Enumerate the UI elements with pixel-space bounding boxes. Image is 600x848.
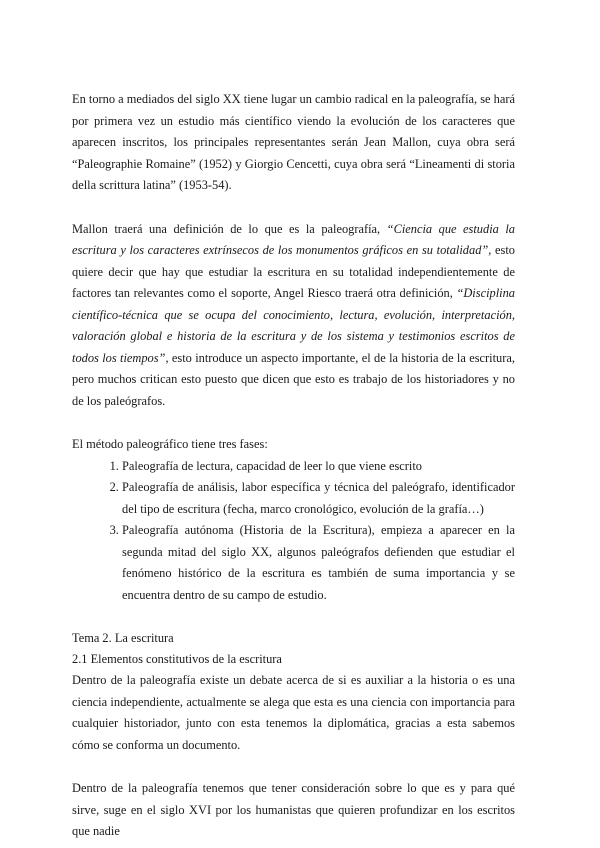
paragraph-definitions <box>72 219 515 413</box>
paragraph-consideration: Dentro de la paleografía tenemos que tener consideración sobre lo que es y para qué sirve, suge en el siglo XVI por los humanistas que quieren profundizar en los escritos que nadie <box>72 781 515 838</box>
method-intro: El método paleográfico tiene tres fases: <box>72 437 268 451</box>
riesco-quote: “Disciplina científico-técnica que se ocupa del conocimiento, lectura, evolución, interpretación, valoración global e historia de la escritura y de los sistema y testimonios escritos de todos los tiempos” <box>72 286 515 365</box>
spacer <box>72 412 515 434</box>
mallon-quote: “Ciencia que estudia la escritura y los caracteres extrínsecos de los monumentos gráficos en su totalidad” <box>72 221 515 257</box>
section-heading: Tema 2. La escritura <box>72 631 174 645</box>
spacer <box>72 756 515 778</box>
definitions-text-c: , esto introduce un aspecto importante, el de la historia de la escritura, pero muchos critican esto puesto que dicen que esto es trabajo de los historiadores y no de los paleógrafos. <box>72 350 515 408</box>
paragraph-debate: Dentro de la paleografía existe un debate acerca de si es auxiliar a la historia o es una ciencia independiente, actualmente se alega que esta es una ciencia con importancia para cualquier historiador, junto con esta tenemos la diplomática, gracias a esta sabemos cómo se conforma un documento. <box>72 673 515 752</box>
definitions-text-a: Mallon traerá una definición de lo que es la paleografía, <box>72 221 387 236</box>
spacer <box>72 197 515 219</box>
method-phases-list <box>72 456 515 607</box>
list-item: 3. Paleografía autónoma (Historia de la Escritura), empieza a aparecer en la segunda mitad del siglo XX, algunos paleógrafos defienden que estudiar el fenómeno histórico de la escritura es también de suma importancia y se encuentra dentro de su campo de estudio. <box>122 520 515 606</box>
list-item: 2. Paleografía de análisis, labor específica y técnica del paleógrafo, identificador del tipo de escritura (fecha, marco cronológico, evolución de la grafía…) <box>122 477 515 520</box>
paragraph-intro: En torno a mediados del siglo XX tiene lugar un cambio radical en la paleografía, se hará por primera vez un estudio más científico viendo la evolución de los caracteres que aparecen inscritos, los principales representantes serán Jean Mallon, cuya obra será “Paleographie Romaine” (1952) y Giorgio Cencetti, cuya obra será “Lineamenti di storia della scrittura latina” (1953-54). <box>72 92 515 192</box>
subsection-heading: 2.1 Elementos constitutivos de la escritura <box>72 652 282 666</box>
list-item: 1. Paleografía de lectura, capacidad de leer lo que viene escrito <box>122 456 515 478</box>
spacer <box>72 606 515 628</box>
document-page <box>72 89 515 843</box>
definitions-text-b: , esto quiere decir que hay que estudiar la escritura en su totalidad independientemente de factores tan relevantes como el soporte, Angel Riesco traerá otra definición, <box>72 243 515 300</box>
